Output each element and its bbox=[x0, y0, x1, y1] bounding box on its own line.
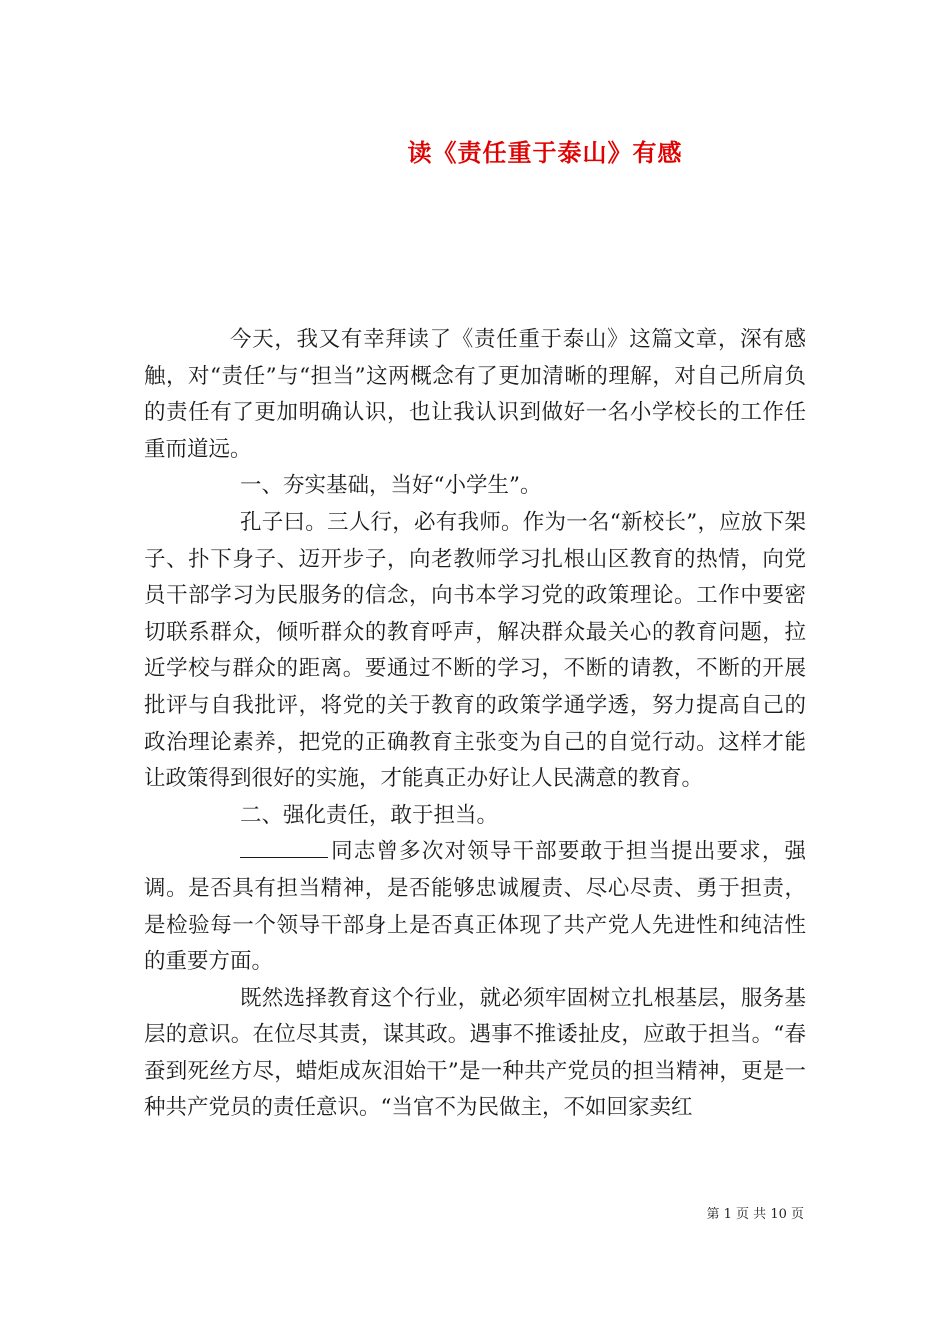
paragraph-responsibility bbox=[144, 834, 806, 980]
paragraph-learning: 孔子曰。三人行，必有我师。作为一名“新校长”，应放下架子、扑下身子、迈开步子，向老教师学习扎根山区教育的热情，向党员干部学习为民服务的信念，向书本学习党的政策理论。工作中要密切联系群众，倾听群众的教育呼声，解决群众最关心的教育问题，拉近学校与群众的距离。要通过不断的学习，不断的请教，不断的开展批评与自我批评，将党的关于教育的政策学通学透，努力提高自己的政治理论素养，把党的正确教育主张变为自己的自觉行动。这样才能让政策得到很好的实施，才能真正办好让人民满意的教育。 bbox=[144, 509, 806, 792]
paragraph-intro: 今天，我又有幸拜读了《责任重于泰山》这篇文章，深有感触，对“责任”与“担当”这两概念有了更加清晰的理解，对自己所肩负的责任有了更加明确认识，也让我认识到做好一名小学校长的工作任重而道远。 bbox=[144, 327, 806, 462]
page-number-footer: 第 1 页 共 10 页 bbox=[706, 1207, 804, 1222]
paragraph-responsibility-text: 同志曾多次对领导干部要敢于担当提出要求，强调。是否具有担当精神，是否能够忠诚履责、尽心尽责、勇于担责，是检验每一个领导干部身上是否真正体现了共产党人先进性和纯洁性的重要方面。 bbox=[144, 839, 806, 975]
redacted-name-blank bbox=[240, 837, 328, 858]
section-heading-2: 二、强化责任，敢于担当。 bbox=[240, 802, 499, 828]
section-heading-1: 一、夯实基础，当好“小学生”。 bbox=[240, 473, 542, 499]
paragraph-education: 既然选择教育这个行业，就必须牢固树立扎根基层，服务基层的意识。在位尽其责，谋其政。遇事不推诿扯皮，应敢于担当。“春蚕到死丝方尽，蜡炬成灰泪始干”是一种共产党员的担当精神，更是一种共产党员的责任意识。“当官不为民做主，不如回家卖红 bbox=[144, 985, 806, 1121]
document-title: 读《责任重于泰山》有感 bbox=[407, 138, 683, 167]
document-body bbox=[144, 322, 806, 1127]
